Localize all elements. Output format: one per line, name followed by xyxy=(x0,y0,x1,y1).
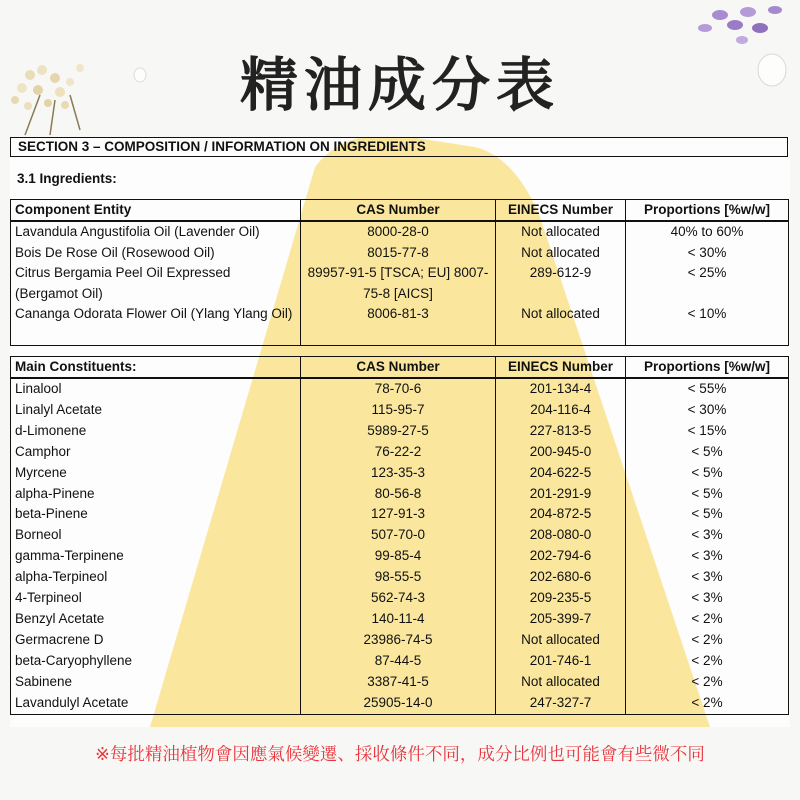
column-header-proportions: Proportions [%w/w] xyxy=(626,357,789,379)
proportion-cell: < 55% xyxy=(626,378,789,400)
proportion-cell: < 5% xyxy=(626,484,789,505)
table-row xyxy=(11,504,789,525)
component-cell: Lavandula Angustifolia Oil (Lavender Oil) xyxy=(11,221,301,243)
cas-cell: 99-85-4 xyxy=(301,546,496,567)
footer-note: ※每批精油植物會因應氣候變遷、採收條件不同，成分比例也可能會有些微不同 xyxy=(95,745,705,765)
cas-cell: 140-11-4 xyxy=(301,609,496,630)
proportion-cell: < 10% xyxy=(626,304,789,346)
document-sheet xyxy=(10,137,790,727)
cas-cell: 115-95-7 xyxy=(301,400,496,421)
constituent-cell: Linalyl Acetate xyxy=(11,400,301,421)
einecs-cell: 204-116-4 xyxy=(496,400,626,421)
constituent-cell: alpha-Terpineol xyxy=(11,567,301,588)
component-cell: Citrus Bergamia Peel Oil Expressed (Bergamot Oil) xyxy=(11,263,301,304)
proportion-cell: < 2% xyxy=(626,651,789,672)
table-row xyxy=(11,651,789,672)
einecs-cell: 205-399-7 xyxy=(496,609,626,630)
einecs-cell: 227-813-5 xyxy=(496,421,626,442)
table-row xyxy=(11,693,789,714)
proportion-cell: < 3% xyxy=(626,567,789,588)
einecs-cell: Not allocated xyxy=(496,672,626,693)
proportion-cell: < 3% xyxy=(626,546,789,567)
cas-cell: 78-70-6 xyxy=(301,378,496,400)
einecs-cell: 204-872-5 xyxy=(496,504,626,525)
cas-cell: 5989-27-5 xyxy=(301,421,496,442)
column-header-einecs: EINECS Number xyxy=(496,357,626,379)
column-header-proportions: Proportions [%w/w] xyxy=(626,200,789,222)
table-row xyxy=(11,567,789,588)
cas-cell: 25905-14-0 xyxy=(301,693,496,714)
cas-cell: 127-91-3 xyxy=(301,504,496,525)
constituent-cell: Benzyl Acetate xyxy=(11,609,301,630)
cas-cell: 8006-81-3 xyxy=(301,304,496,346)
cas-cell: 87-44-5 xyxy=(301,651,496,672)
proportion-cell: < 2% xyxy=(626,672,789,693)
einecs-cell: 201-134-4 xyxy=(496,378,626,400)
proportion-cell: < 2% xyxy=(626,609,789,630)
table-row xyxy=(11,630,789,651)
constituent-cell: alpha-Pinene xyxy=(11,484,301,505)
column-header-cas: CAS Number xyxy=(301,357,496,379)
section-heading: SECTION 3 – COMPOSITION / INFORMATION ON INGREDIENTS xyxy=(10,137,788,157)
constituents-body xyxy=(11,378,789,714)
einecs-cell: 202-680-6 xyxy=(496,567,626,588)
table-row xyxy=(11,672,789,693)
column-header-einecs: EINECS Number xyxy=(496,200,626,222)
column-header-component: Component Entity xyxy=(11,200,301,222)
proportion-cell: < 5% xyxy=(626,442,789,463)
table-row xyxy=(11,421,789,442)
proportion-cell: < 30% xyxy=(626,400,789,421)
constituent-cell: d-Limonene xyxy=(11,421,301,442)
page-title: 精油成分表 xyxy=(239,51,560,119)
constituent-cell: beta-Pinene xyxy=(11,504,301,525)
cas-cell: 123-35-3 xyxy=(301,463,496,484)
proportion-cell: < 2% xyxy=(626,630,789,651)
table-row xyxy=(11,263,789,304)
constituents-header-row xyxy=(11,357,789,379)
cas-cell: 98-55-5 xyxy=(301,567,496,588)
constituents-table xyxy=(10,356,789,715)
component-cell: Cananga Odorata Flower Oil (Ylang Ylang Oil) xyxy=(11,304,301,346)
constituent-cell: beta-Caryophyllene xyxy=(11,651,301,672)
ingredients-table xyxy=(10,199,789,346)
cas-cell: 23986-74-5 xyxy=(301,630,496,651)
constituent-cell: Sabinene xyxy=(11,672,301,693)
table-row xyxy=(11,463,789,484)
proportion-cell: < 3% xyxy=(626,588,789,609)
column-header-constituent: Main Constituents: xyxy=(11,357,301,379)
einecs-cell: 208-080-0 xyxy=(496,525,626,546)
constituent-cell: gamma-Terpinene xyxy=(11,546,301,567)
proportion-cell: < 15% xyxy=(626,421,789,442)
einecs-cell: Not allocated xyxy=(496,221,626,243)
ingredients-subheading: 3.1 Ingredients: xyxy=(17,171,117,186)
table-row xyxy=(11,221,789,243)
constituent-cell: Lavandulyl Acetate xyxy=(11,693,301,714)
proportion-cell: 40% to 60% xyxy=(626,221,789,243)
table-row xyxy=(11,546,789,567)
proportion-cell: < 3% xyxy=(626,525,789,546)
constituent-cell: Linalool xyxy=(11,378,301,400)
cas-cell: 89957-91-5 [TSCA; EU] 8007-75-8 [AICS] xyxy=(301,263,496,304)
proportion-cell: < 30% xyxy=(626,243,789,264)
table-row xyxy=(11,525,789,546)
cas-cell: 76-22-2 xyxy=(301,442,496,463)
einecs-cell: Not allocated xyxy=(496,243,626,264)
cas-cell: 507-70-0 xyxy=(301,525,496,546)
ingredients-header-row xyxy=(11,200,789,222)
einecs-cell: 247-327-7 xyxy=(496,693,626,714)
einecs-cell: 200-945-0 xyxy=(496,442,626,463)
constituent-cell: Myrcene xyxy=(11,463,301,484)
einecs-cell: 201-291-9 xyxy=(496,484,626,505)
einecs-cell: 204-622-5 xyxy=(496,463,626,484)
einecs-cell: 202-794-6 xyxy=(496,546,626,567)
column-header-cas: CAS Number xyxy=(301,200,496,222)
constituent-cell: 4-Terpineol xyxy=(11,588,301,609)
proportion-cell: < 5% xyxy=(626,463,789,484)
constituent-cell: Camphor xyxy=(11,442,301,463)
einecs-cell: 201-746-1 xyxy=(496,651,626,672)
table-row xyxy=(11,609,789,630)
table-row xyxy=(11,484,789,505)
table-row xyxy=(11,304,789,346)
table-row xyxy=(11,588,789,609)
table-row xyxy=(11,442,789,463)
cas-cell: 80-56-8 xyxy=(301,484,496,505)
table-row xyxy=(11,400,789,421)
table-row xyxy=(11,243,789,264)
einecs-cell: 209-235-5 xyxy=(496,588,626,609)
proportion-cell: < 2% xyxy=(626,693,789,714)
cas-cell: 3387-41-5 xyxy=(301,672,496,693)
constituent-cell: Germacrene D xyxy=(11,630,301,651)
component-cell: Bois De Rose Oil (Rosewood Oil) xyxy=(11,243,301,264)
cas-cell: 8000-28-0 xyxy=(301,221,496,243)
einecs-cell: Not allocated xyxy=(496,304,626,346)
einecs-cell: Not allocated xyxy=(496,630,626,651)
proportion-cell: < 25% xyxy=(626,263,789,304)
einecs-cell: 289-612-9 xyxy=(496,263,626,304)
table-row xyxy=(11,378,789,400)
constituent-cell: Borneol xyxy=(11,525,301,546)
cas-cell: 8015-77-8 xyxy=(301,243,496,264)
cas-cell: 562-74-3 xyxy=(301,588,496,609)
proportion-cell: < 5% xyxy=(626,504,789,525)
